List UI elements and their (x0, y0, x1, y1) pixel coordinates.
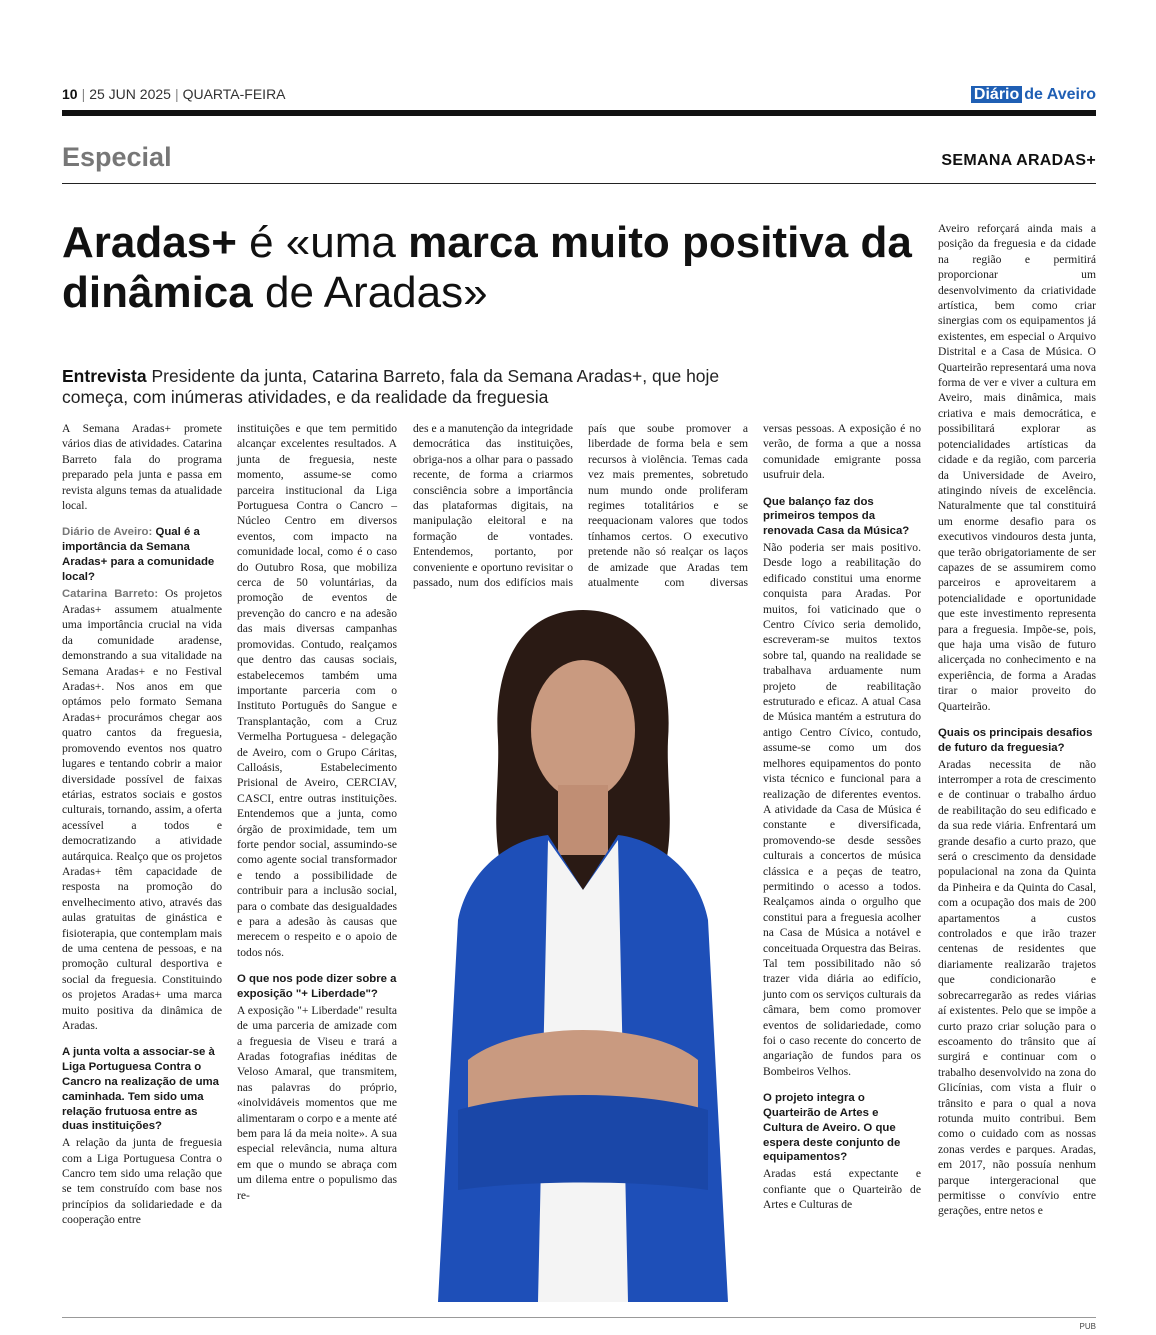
issue-date: 25 JUN 2025 (89, 86, 171, 102)
article-column-1 (62, 421, 222, 1228)
portrait-photo (398, 590, 768, 1302)
section-label: Especial (62, 142, 172, 172)
headline-part2: é «uma (236, 218, 409, 267)
question-4: Que balanço faz dos primeiros tempos da renovada Casa da Música? (763, 495, 910, 538)
footer-rule (62, 1317, 1096, 1318)
article-column-6 (938, 221, 1096, 1219)
article-column-5 (763, 421, 921, 1212)
header-rule (62, 110, 1096, 116)
page-header: 10 | 25 JUN 2025 | QUARTA-FEIRA (62, 86, 286, 102)
answer-2: A relação da junta de freguesia com a Liga Portuguesa Contra o Cancro tem sido uma relação que se tem construído com base nos princípios da solidariedade e da cooperação entre (62, 1136, 222, 1227)
col3-paragraph: des e a manutenção da integridade democrática das instituições, obriga-nos a olhar para o passado recente, de forma a criarmos consciência sobre a importância das plataformas digitais, na manipulação eleitoral e na formação de vontades. Entendemos, portanto, por conveniente e oportuno revisitar o passado, num dos edifícios mais (413, 422, 573, 590)
col6-paragraph: Aveiro reforçará ainda mais a posição da freguesia e da cidade na região e permitirá proporcionar um desenvolvimento da criatividade artística, bem como criar sinergias com os equipamentos já existentes, em especial o Arquivo Distrital e a Casa de Música. O Quarteirão representará uma nova forma de ver e viver a cultura em Aveiro, mais dinâmica, mais criativa e mais democrática, e possibilitará explorar as potencialidades artísticas da cidade e da região, com parceria da Universidade de Aveiro, atingindo níveis de excelência. Naturalmente que tal constituirá um enorme desafio para os executivos vindouros desta junta, que terão obrigatoriamente de ser capazes de se assumirem como parceiros e aproveitarem a potencialidade e oportunidade que este investimento representa para a freguesia. Impõe-se, pois, que haja uma visão de futuro alicerçada no conhecimento e na experiência, de forma a Aradas tirar o maior proveito do Quarteirão. (938, 222, 1096, 713)
question-3: O que nos pode dizer sobre a exposição "+ Liberdade"? (237, 973, 397, 1001)
newspaper-logo (971, 86, 1096, 104)
weekday: QUARTA-FEIRA (182, 86, 286, 102)
question-5: O projeto integra o Quarteirão de Artes e Cultura de Aveiro. O que espera deste conjunto de equipamentos? (763, 1092, 901, 1164)
rubric-label: SEMANA ARADAS+ (941, 152, 1096, 169)
headline-part3: marca muito positiva da dinâmica (62, 218, 912, 317)
advert-label: PUB (1079, 1322, 1096, 1331)
deck (62, 366, 762, 408)
logo-part2: de Aveiro (1024, 86, 1096, 103)
logo-part1: Diário (971, 86, 1022, 103)
answer-5: Aradas está expectante e confiante que o Quarteirão de Artes e Culturas de (763, 1167, 921, 1212)
headline (62, 218, 912, 318)
question-6: Quais os principais desafios de futuro da freguesia? (938, 727, 1093, 754)
page-number: 10 (62, 86, 78, 102)
article-column-2 (237, 421, 397, 1203)
col2-paragraph: instituições e que tem permitido alcançar excelentes resultados. A junta de freguesia, neste momento, assume-se como parceira institucional da Liga Portuguesa Contra o Cancro – Núcleo Centro em diversos eventos, com impacto na comunidade local, como é o caso do Outubro Rosa, que mobiliza cerca de 50 voluntárias, da promoção de eventos de prevenção do cancro e na adesão das mais diversas campanhas promovidas. Contudo, realçamos que dentro das causas sociais, estabelecemos também uma importante parceria com o Instituto Português do Sangue e Transplantação, com a Cruz Vermelha Portuguesa - delegação de Aveiro, com o Grupo Cáritas, Calloásis, Estabelecimento Prisional de Aveiro, CERCIAV, CASCI, entre outras instituições. Entendemos que a junta, como órgão de proximidade, tem um forte pendor social, assumindo-se como agente social transformador e tendo a possibilidade de contribuir para a inclusão social, para o combate das desigualdades e para a adesão às causas que merecem o respeito e o apoio de todos nós. (237, 422, 397, 959)
answer-4: Não poderia ser mais positivo. Desde logo a reabilitação do edificado constitui uma enorme conquista para Aradas. Por muitos, foi vaticinado que o Centro Cívico seria demolido, escreveram-se muitos textos sobre tal, quando na realidade se trabalhava arduamente num projeto de reabilitação estruturado e eficaz. A atual Casa de Música mantém a estrutura do antigo Centro Cívico, contudo, assume-se como um dos melhores equipamentos do ponto vista técnico e funcional para a realização de diferentes eventos. A atividade da Casa de Música é constante e diversificada, promovendo-se desde sessões culturais a concertos de música clássica e a peças de teatro, permitindo o acesso a todos. Realçamos ainda o orgulho que constitui para a freguesia acolher na Casa de Música a notável e conceituada Orquestra das Beiras. Tal tem possibilitado não só trazer vida diária ao edifício, junto com os serviços culturais da câmara, bem como promover eventos de solidariedade, como foi o caso recente do concerto de angariação de fundos para os Bombeiros Velhos. (763, 541, 921, 1078)
answer-1: Catarina Barreto: Os projetos Aradas+ assumem atualmente uma importância crucial na vida da comunidade aradense, demonstrando a sua vitalidade na Semana Aradas+ e no Festival Aradas+. Nos anos em que optámos pelo formato Semana Aradas+ procurámos chegar aos quatro cantos da freguesia, promovendo eventos nos quatro lugares e tentando cobrir a maior diversidade possível de faixas etárias, estratos sociais e gostos culturais, tornando, assim, a oferta acessível a todos e democratizando a atividade autárquica. Realço que os projetos Aradas+ têm capacidade de resposta na promoção do envelhecimento ativo, através das aulas gratuitas de ginástica e fisioterapia, que contemplam mais de uma centena de pessoas, e na promoção cultural desportiva e social da freguesia. Constituindo os projetos Aradas+ uma marca muito positiva da dinâmica de Aradas. (62, 586, 223, 1032)
question-2: A junta volta a associar-se à Liga Portuguesa Contra o Cancro na realização de uma caminhada. Tem sido uma relação frutuosa entre as duas instituições? (62, 1046, 219, 1133)
section-rule (62, 183, 1096, 184)
headline-part4: de Aradas» (252, 268, 488, 317)
intro-paragraph: A Semana Aradas+ promete vários dias de atividades. Catarina Barreto fala do programa preparado pela junta e passa em revista alguns temas da atualidade local. (62, 422, 222, 513)
answer-6: Aradas necessita de não interromper a rota de crescimento e de continuar o trabalho árduo de reabilitação do seu edificado e da sua rede viária. Enfrentará um grande desafio a curto prazo, que será o crescimento da densidade populacional na zona da Quinta da Pinheira e da Quinta do Casal, com a ocupação dos mais de 200 apartamentos a custos controlados e que irão trazer centenas de residentes que diariamente realizarão trajetos que condicionarão e sobrecarregarão as redes viárias aí existentes. Pelo que se impõe a curto prazo criar solução para o escoamento do trânsito que aí surgirá e continuar com o trabalho desenvolvido na zona do Glicínias, com vista a fluir o trânsito e para o qual a nova rotunda muito contribui. Bem como o cuidado com as nossas zonas verdes e parques. Aradas, em 2017, não possuía nenhum parque intergeracional que permitisse o convívio entre gerações, entre netos e (938, 757, 1096, 1218)
question-1: Diário de Aveiro: Qual é a importância da Semana Aradas+ para a comunidade local? (62, 526, 215, 583)
deck-label: Entrevista (62, 366, 147, 386)
col5-paragraph: versas pessoas. A exposição é no verão, de forma a que a nossa comunidade emigrante possa usufruir dela. (763, 422, 921, 482)
headline-part1: Aradas+ (62, 218, 237, 267)
deck-text: Presidente da junta, Catarina Barreto, fala da Semana Aradas+, que hoje começa, com inúmeras atividades, e da realidade da freguesia (62, 366, 720, 407)
answer-3: A exposição "+ Liberdade" resulta de uma parceria de amizade com a freguesia de Viseu e trará a Aradas fotografias inéditas de Veloso Amaral, que transmitem, nas palavras do próprio, «inolvidáveis momentos que me alimentaram o corpo e a mente até bem para lá da meia noite». A sua especial relevância, numa altura em que o mundo se abraça com um dilema entre o populismo das re- (237, 1003, 397, 1202)
col4-paragraph: país que soube promover a liberdade de forma bela e sem recursos à violência. Temas cada vez mais prementes, sobretudo num mundo onde proliferam regimes totalitários e se reequacionam valores que todos tínhamos certos. O executivo pretende não só realçar os laços de amizade que Aradas tem atualmente com diversas (588, 422, 748, 590)
